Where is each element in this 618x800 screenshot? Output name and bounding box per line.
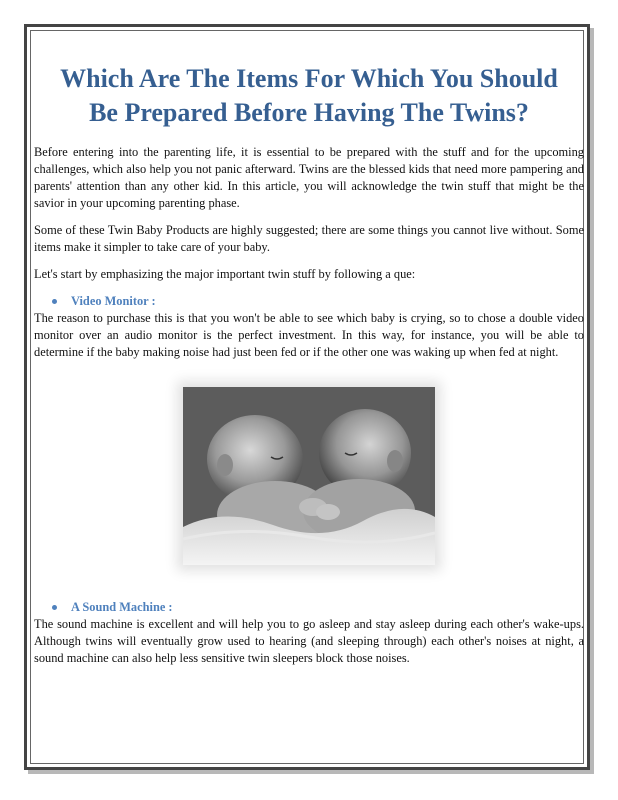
document-body [34, 62, 584, 677]
intro-paragraph: Before entering into the parenting life, it is essential to be prepared with the stuff and for the upcoming challenges, which also help you not panic afterward. Twins are the blessed kids that need more pampering and parents' attention than any other kid. In this article, you will acknowledge the twin stuff that might be the savior in your upcoming parenting phase. [34, 145, 584, 210]
bullet-icon [52, 299, 57, 304]
section-text-video-monitor: The reason to purchase this is that you won't be able to see which baby is crying, so to chose a double video monitor over an audio monitor is the perfect investment. In this way, for instance, you will be able to determine if the baby making noise had just been fed or if the other one was waking up when fed at night. [34, 311, 584, 359]
article-title: Which Are The Items For Which You Should Be Prepared Before Having The Twins? [60, 64, 558, 127]
products-paragraph: Some of these Twin Baby Products are highly suggested; there are some things you cannot live without. Some items make it simpler to take care of your baby. [34, 223, 584, 254]
twin-babies-photo [183, 387, 435, 565]
section-heading-text: A Sound Machine : [71, 600, 173, 614]
section-text-sound-machine: The sound machine is excellent and will help you to go asleep and stay asleep during each other's wake-ups. Although twins will eventually grow used to hearing (and sleeping through) each other's noises at night, a sound machine can also help less sensitive twin sleepers block those noises. [34, 617, 584, 665]
bullet-icon [52, 605, 57, 610]
section-heading-text: Video Monitor : [71, 294, 156, 308]
section-heading-video-monitor [52, 293, 584, 310]
section-heading-sound-machine [52, 599, 584, 616]
twin-babies-illustration [183, 387, 435, 565]
lead-in-paragraph: Let's start by emphasizing the major important twin stuff by following a que: [34, 267, 416, 281]
